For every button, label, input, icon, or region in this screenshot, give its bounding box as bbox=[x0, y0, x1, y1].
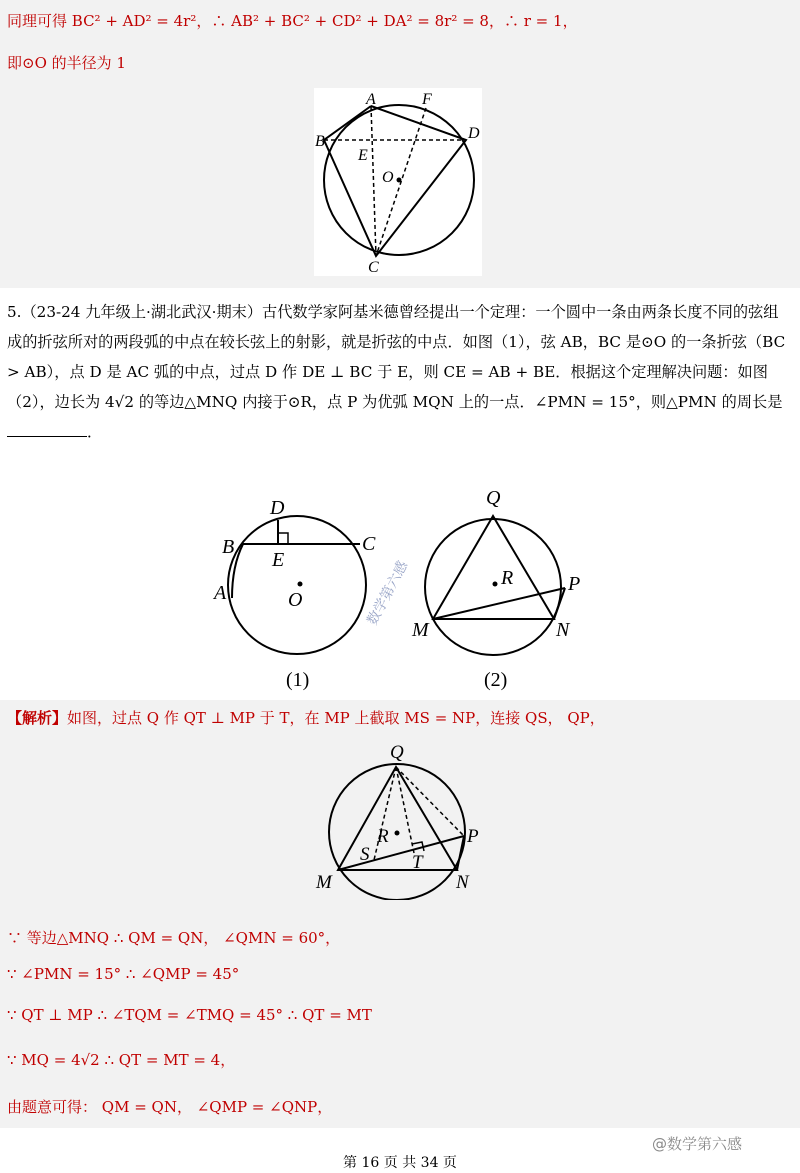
fig1-label-E: E bbox=[272, 549, 285, 571]
label-D: D bbox=[468, 125, 480, 142]
sol-label-M: M bbox=[316, 872, 332, 893]
analysis-intro: 如图，过点 Q 作 QT ⊥ MP 于 T，在 MP 上截取 MS = NP，连接 QS， QP， bbox=[67, 709, 605, 727]
label-A: A bbox=[366, 91, 376, 108]
fig2-label-R: R bbox=[501, 567, 514, 589]
sol-label-P: P bbox=[467, 826, 479, 847]
figure-solution bbox=[314, 740, 494, 900]
step-5: 由题意可得： QM = QN， ∠QMP = ∠QNP， bbox=[7, 1098, 333, 1116]
text-line-radius-derivation: 同理可得 BC² + AD² = 4r²，∴ AB² + BC² + CD² + DA² = 8r² = 8，∴ r = 1， bbox=[7, 12, 578, 30]
sol-label-R: R bbox=[377, 826, 389, 847]
fig2-label-M: M bbox=[412, 619, 429, 641]
fig1-label-A: A bbox=[214, 582, 227, 604]
step-2: ∵ ∠PMN = 15° ∴ ∠QMP = 45° bbox=[7, 965, 240, 983]
caption-figure-1: (1) bbox=[286, 669, 310, 691]
fig1-label-D: D bbox=[270, 497, 285, 519]
sol-label-T: T bbox=[412, 852, 423, 873]
problem-statement: 5.（23-24 九年级上·湖北武汉·期末）古代数学家阿基米德曾经提出一个定理：一个圆中一条由两条长度不同的弦组成的折弦所对的两段弧的中点在较长弦上的射影，就是折弦的中点．如图（1），弦 AB，BC 是⊙O 的一条折弦（BC > AB），点 D 是 AC 弧的中点，过点 D 作 DE ⊥ BC 于 E，则 CE = AB + BE．根据这个定理解决问题：如图（2），边长为 4√2 的等边△MNQ 内接于⊙R，点 P 为优弧 MQN 上的一点．∠PMN = 15°，则△PMN 的周长是 bbox=[7, 303, 786, 411]
label-O: O bbox=[382, 169, 394, 186]
solution-intro bbox=[7, 707, 605, 728]
figure-cyclic-quadrilateral bbox=[314, 88, 482, 276]
fig1-label-C: C bbox=[362, 533, 376, 555]
step-1: ∵ 等边△MNQ ∴ QM = QN， ∠QMN = 60°， bbox=[7, 929, 341, 947]
fig2-label-N: N bbox=[556, 619, 570, 641]
watermark-figure: 数学第六感 bbox=[364, 558, 412, 628]
sol-label-S: S bbox=[360, 844, 370, 865]
fig1-label-B: B bbox=[222, 536, 235, 558]
fig2-label-Q: Q bbox=[486, 487, 501, 509]
label-E: E bbox=[358, 147, 368, 164]
figure-problem-5 bbox=[200, 486, 600, 696]
solution-continuation-block bbox=[0, 0, 800, 288]
solution-block bbox=[0, 700, 800, 1128]
step-3: ∵ QT ⊥ MP ∴ ∠TQM = ∠TMQ = 45° ∴ QT = MT bbox=[7, 1006, 372, 1024]
caption-figure-2: (2) bbox=[484, 669, 508, 691]
label-C: C bbox=[368, 259, 379, 276]
fig1-label-O: O bbox=[288, 589, 303, 611]
sol-label-Q: Q bbox=[390, 742, 404, 763]
label-B: B bbox=[315, 133, 325, 150]
step-4: ∵ MQ = 4√2 ∴ QT = MT = 4， bbox=[7, 1051, 236, 1069]
text-line-radius-result: 即⊙O 的半径为 1 bbox=[7, 54, 126, 72]
page-footer: 第 16 页 共 34 页 bbox=[343, 1155, 457, 1171]
problem-end: ． bbox=[87, 423, 103, 441]
fig2-label-P: P bbox=[568, 573, 581, 595]
label-F: F bbox=[422, 91, 432, 108]
analysis-tag: 【解析】 bbox=[7, 709, 68, 727]
sol-label-N: N bbox=[456, 872, 469, 893]
answer-blank bbox=[7, 420, 87, 437]
problem-5-text bbox=[7, 297, 793, 447]
watermark-corner: @数学第六感 bbox=[652, 1135, 743, 1153]
